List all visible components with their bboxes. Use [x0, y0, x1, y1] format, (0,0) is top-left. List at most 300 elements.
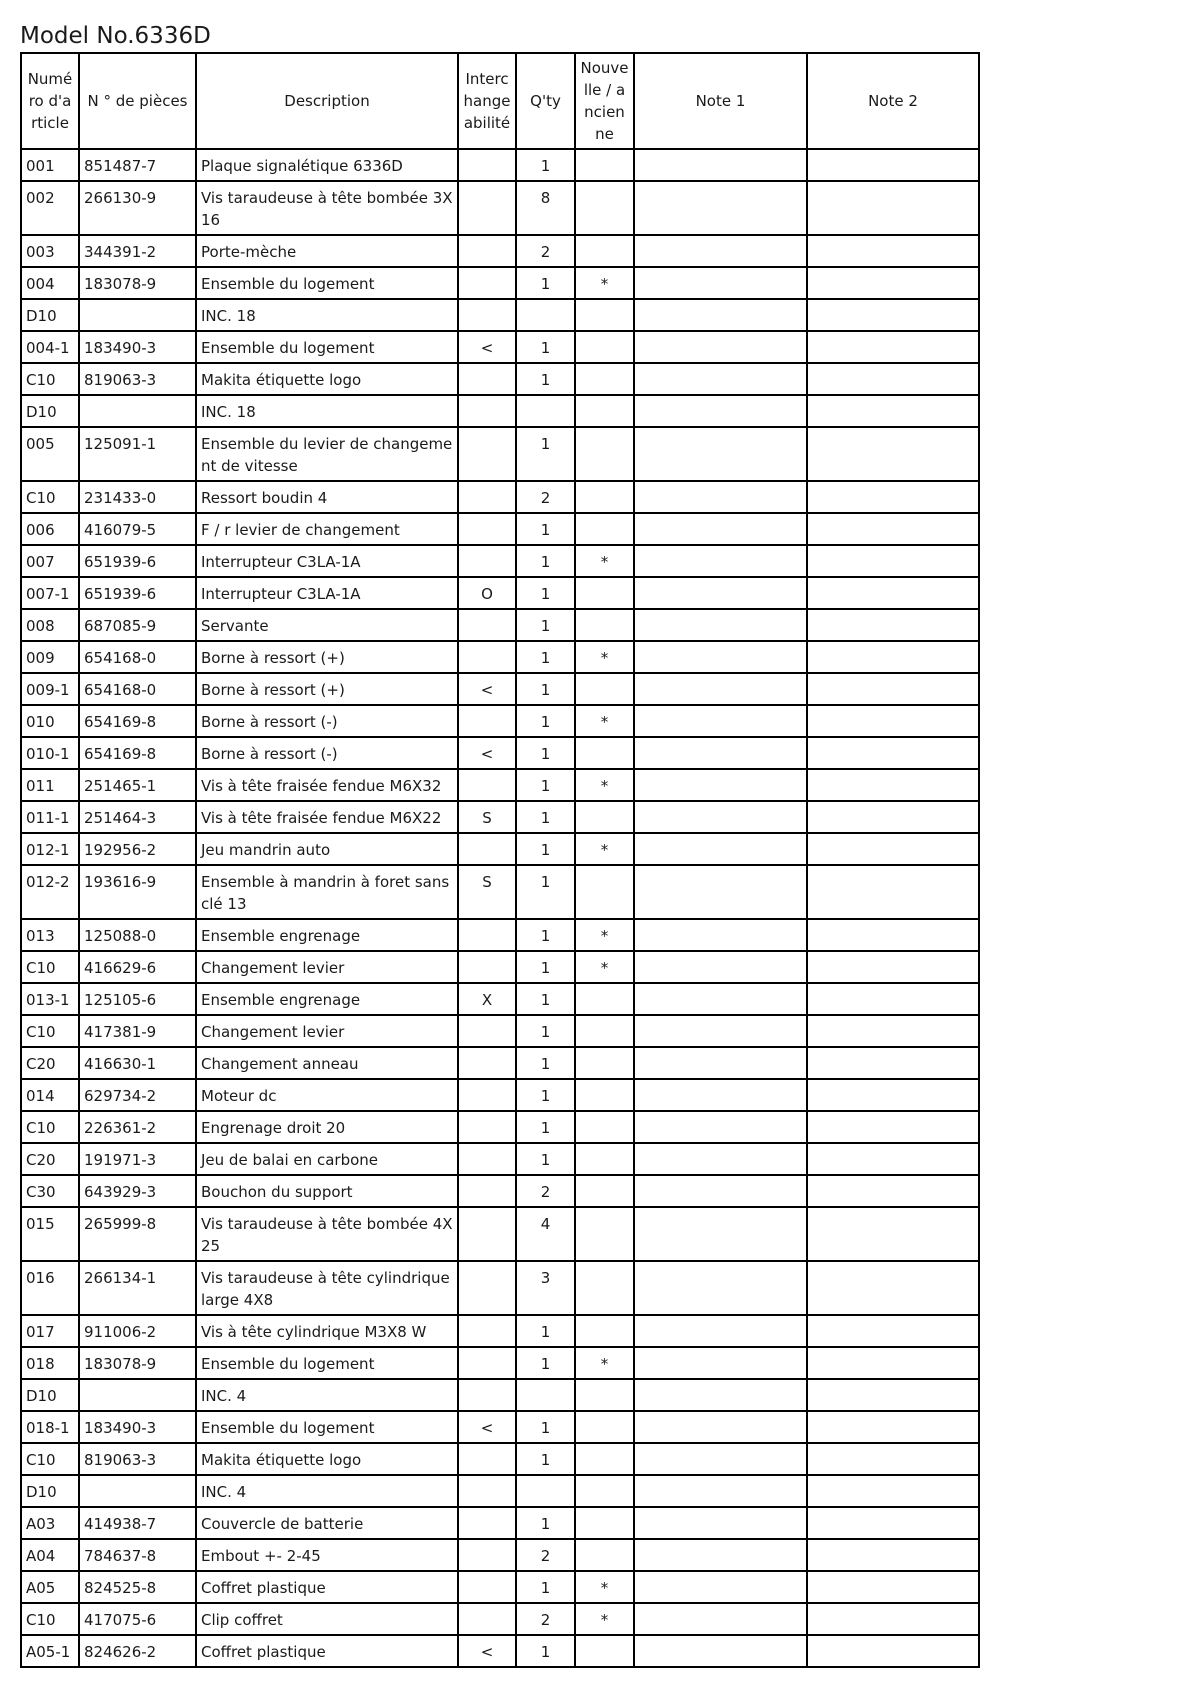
cell-item-number: D10	[21, 299, 79, 331]
cell-item-number: C10	[21, 1443, 79, 1475]
cell-part-number: 819063-3	[79, 363, 196, 395]
table-row	[21, 1111, 979, 1143]
cell-description: Ensemble du logement	[196, 267, 458, 299]
cell-note-2	[807, 833, 979, 865]
cell-part-number: 654168-0	[79, 673, 196, 705]
cell-quantity: 1	[516, 673, 575, 705]
cell-description: Changement levier	[196, 1015, 458, 1047]
cell-item-number: 014	[21, 1079, 79, 1111]
cell-new-old	[575, 1207, 634, 1261]
cell-item-number: 016	[21, 1261, 79, 1315]
cell-description: F / r levier de changement	[196, 513, 458, 545]
cell-item-number: A03	[21, 1507, 79, 1539]
cell-item-number: 001	[21, 149, 79, 181]
table-row	[21, 705, 979, 737]
cell-description: Makita étiquette logo	[196, 363, 458, 395]
cell-quantity: 1	[516, 1347, 575, 1379]
cell-description: Changement anneau	[196, 1047, 458, 1079]
cell-item-number: A05	[21, 1571, 79, 1603]
cell-note-1	[634, 427, 807, 481]
cell-interchangeability	[458, 1175, 516, 1207]
cell-part-number: 687085-9	[79, 609, 196, 641]
cell-interchangeability	[458, 545, 516, 577]
cell-note-1	[634, 1635, 807, 1667]
cell-note-2	[807, 609, 979, 641]
cell-note-1	[634, 1571, 807, 1603]
cell-part-number: 226361-2	[79, 1111, 196, 1143]
cell-part-number: 651939-6	[79, 545, 196, 577]
table-row	[21, 1015, 979, 1047]
cell-description: Ensemble du logement	[196, 1347, 458, 1379]
cell-part-number: 851487-7	[79, 149, 196, 181]
cell-note-2	[807, 427, 979, 481]
table-row	[21, 235, 979, 267]
table-row	[21, 267, 979, 299]
header-quantity: Q'ty	[516, 53, 575, 149]
cell-description: Ensemble engrenage	[196, 919, 458, 951]
cell-note-2	[807, 395, 979, 427]
cell-part-number: 819063-3	[79, 1443, 196, 1475]
cell-part-number: 265999-8	[79, 1207, 196, 1261]
cell-part-number: 654168-0	[79, 641, 196, 673]
cell-quantity: 1	[516, 1507, 575, 1539]
table-row	[21, 1411, 979, 1443]
cell-note-2	[807, 545, 979, 577]
cell-note-1	[634, 919, 807, 951]
cell-new-old	[575, 865, 634, 919]
cell-note-1	[634, 149, 807, 181]
cell-note-2	[807, 1475, 979, 1507]
cell-quantity: 1	[516, 1111, 575, 1143]
cell-quantity: 1	[516, 1315, 575, 1347]
cell-description: Makita étiquette logo	[196, 1443, 458, 1475]
cell-part-number: 417381-9	[79, 1015, 196, 1047]
table-row	[21, 299, 979, 331]
table-row	[21, 545, 979, 577]
cell-note-2	[807, 919, 979, 951]
cell-new-old	[575, 1411, 634, 1443]
cell-new-old	[575, 427, 634, 481]
cell-interchangeability	[458, 1315, 516, 1347]
cell-part-number	[79, 395, 196, 427]
cell-interchangeability: <	[458, 737, 516, 769]
cell-description: Interrupteur C3LA-1A	[196, 577, 458, 609]
cell-item-number: 012-1	[21, 833, 79, 865]
cell-quantity	[516, 1379, 575, 1411]
table-row	[21, 1347, 979, 1379]
cell-note-1	[634, 801, 807, 833]
cell-quantity	[516, 1475, 575, 1507]
cell-item-number: 009	[21, 641, 79, 673]
cell-interchangeability	[458, 395, 516, 427]
table-row	[21, 1443, 979, 1475]
cell-note-2	[807, 1507, 979, 1539]
cell-note-1	[634, 1443, 807, 1475]
cell-new-old	[575, 1015, 634, 1047]
cell-part-number: 183078-9	[79, 267, 196, 299]
cell-interchangeability	[458, 1261, 516, 1315]
cell-note-1	[634, 641, 807, 673]
cell-note-2	[807, 801, 979, 833]
table-row	[21, 513, 979, 545]
cell-part-number: 191971-3	[79, 1143, 196, 1175]
cell-item-number: 007-1	[21, 577, 79, 609]
cell-item-number: 012-2	[21, 865, 79, 919]
cell-new-old	[575, 395, 634, 427]
table-row	[21, 1539, 979, 1571]
cell-note-2	[807, 983, 979, 1015]
cell-item-number: A05-1	[21, 1635, 79, 1667]
cell-interchangeability: <	[458, 673, 516, 705]
cell-interchangeability	[458, 181, 516, 235]
cell-interchangeability: <	[458, 1411, 516, 1443]
cell-quantity: 2	[516, 1175, 575, 1207]
cell-part-number: 344391-2	[79, 235, 196, 267]
cell-quantity: 1	[516, 951, 575, 983]
cell-description: Servante	[196, 609, 458, 641]
cell-new-old: *	[575, 1603, 634, 1635]
cell-interchangeability	[458, 299, 516, 331]
cell-note-1	[634, 1411, 807, 1443]
cell-part-number	[79, 1379, 196, 1411]
cell-quantity: 1	[516, 705, 575, 737]
cell-quantity: 8	[516, 181, 575, 235]
table-row	[21, 181, 979, 235]
parts-table	[20, 52, 980, 1668]
cell-interchangeability: <	[458, 331, 516, 363]
cell-description: Borne à ressort (-)	[196, 705, 458, 737]
table-row	[21, 1571, 979, 1603]
cell-part-number: 784637-8	[79, 1539, 196, 1571]
cell-new-old: *	[575, 1571, 634, 1603]
cell-part-number	[79, 1475, 196, 1507]
cell-note-2	[807, 481, 979, 513]
cell-interchangeability	[458, 1507, 516, 1539]
cell-interchangeability	[458, 1571, 516, 1603]
cell-description: Coffret plastique	[196, 1571, 458, 1603]
cell-quantity: 1	[516, 363, 575, 395]
cell-note-1	[634, 299, 807, 331]
table-row	[21, 1207, 979, 1261]
cell-item-number: 015	[21, 1207, 79, 1261]
cell-item-number: C30	[21, 1175, 79, 1207]
table-row	[21, 395, 979, 427]
cell-interchangeability	[458, 513, 516, 545]
cell-note-2	[807, 1379, 979, 1411]
cell-quantity	[516, 299, 575, 331]
cell-part-number: 231433-0	[79, 481, 196, 513]
cell-description: Borne à ressort (-)	[196, 737, 458, 769]
cell-new-old	[575, 331, 634, 363]
cell-note-1	[634, 951, 807, 983]
cell-part-number: 251464-3	[79, 801, 196, 833]
cell-note-2	[807, 737, 979, 769]
cell-new-old	[575, 1315, 634, 1347]
cell-item-number: 011-1	[21, 801, 79, 833]
cell-note-2	[807, 1411, 979, 1443]
cell-description: Plaque signalétique 6336D	[196, 149, 458, 181]
cell-description: Jeu de balai en carbone	[196, 1143, 458, 1175]
cell-description: Ensemble du logement	[196, 1411, 458, 1443]
cell-quantity: 1	[516, 865, 575, 919]
cell-new-old	[575, 1539, 634, 1571]
cell-note-1	[634, 833, 807, 865]
cell-description: Vis taraudeuse à tête cylindrique large 4X8	[196, 1261, 458, 1315]
table-row	[21, 737, 979, 769]
table-header-row	[21, 53, 979, 149]
cell-new-old	[575, 1261, 634, 1315]
cell-quantity: 1	[516, 1047, 575, 1079]
cell-item-number: 002	[21, 181, 79, 235]
cell-interchangeability	[458, 833, 516, 865]
cell-note-2	[807, 331, 979, 363]
cell-interchangeability: O	[458, 577, 516, 609]
table-row	[21, 1261, 979, 1315]
cell-item-number: 011	[21, 769, 79, 801]
cell-new-old	[575, 577, 634, 609]
cell-quantity: 4	[516, 1207, 575, 1261]
cell-description: Embout +- 2-45	[196, 1539, 458, 1571]
cell-part-number: 266134-1	[79, 1261, 196, 1315]
table-row	[21, 1315, 979, 1347]
table-row	[21, 331, 979, 363]
cell-part-number: 651939-6	[79, 577, 196, 609]
cell-note-1	[634, 1315, 807, 1347]
cell-item-number: A04	[21, 1539, 79, 1571]
cell-note-2	[807, 1047, 979, 1079]
cell-description: Bouchon du support	[196, 1175, 458, 1207]
cell-description: Ressort boudin 4	[196, 481, 458, 513]
cell-new-old	[575, 1111, 634, 1143]
cell-note-2	[807, 1175, 979, 1207]
table-row	[21, 769, 979, 801]
table-row	[21, 801, 979, 833]
cell-quantity: 2	[516, 235, 575, 267]
cell-note-1	[634, 705, 807, 737]
cell-note-2	[807, 1347, 979, 1379]
cell-note-2	[807, 951, 979, 983]
cell-interchangeability: S	[458, 801, 516, 833]
cell-quantity: 1	[516, 833, 575, 865]
cell-part-number: 629734-2	[79, 1079, 196, 1111]
cell-description: Vis à tête cylindrique M3X8 W	[196, 1315, 458, 1347]
cell-interchangeability	[458, 1443, 516, 1475]
cell-note-1	[634, 577, 807, 609]
cell-interchangeability	[458, 1207, 516, 1261]
cell-note-1	[634, 865, 807, 919]
cell-note-2	[807, 235, 979, 267]
cell-quantity: 1	[516, 1411, 575, 1443]
cell-item-number: C10	[21, 951, 79, 983]
cell-new-old	[575, 181, 634, 235]
cell-quantity: 1	[516, 1571, 575, 1603]
cell-new-old	[575, 609, 634, 641]
cell-new-old	[575, 149, 634, 181]
table-row	[21, 1603, 979, 1635]
cell-note-2	[807, 1207, 979, 1261]
cell-description: Couvercle de batterie	[196, 1507, 458, 1539]
table-row	[21, 609, 979, 641]
cell-note-1	[634, 1507, 807, 1539]
cell-note-1	[634, 1175, 807, 1207]
cell-new-old	[575, 673, 634, 705]
cell-item-number: 007	[21, 545, 79, 577]
cell-item-number: 013-1	[21, 983, 79, 1015]
cell-item-number: 004	[21, 267, 79, 299]
table-row	[21, 833, 979, 865]
cell-note-1	[634, 1261, 807, 1315]
cell-quantity: 1	[516, 577, 575, 609]
cell-description: Porte-mèche	[196, 235, 458, 267]
cell-new-old	[575, 481, 634, 513]
cell-item-number: 018	[21, 1347, 79, 1379]
cell-quantity: 1	[516, 641, 575, 673]
cell-item-number: D10	[21, 395, 79, 427]
cell-note-1	[634, 1379, 807, 1411]
cell-description: Vis taraudeuse à tête bombée 4X25	[196, 1207, 458, 1261]
cell-description: Changement levier	[196, 951, 458, 983]
cell-note-1	[634, 1347, 807, 1379]
cell-part-number: 183078-9	[79, 1347, 196, 1379]
table-row	[21, 363, 979, 395]
cell-item-number: 006	[21, 513, 79, 545]
cell-quantity: 1	[516, 427, 575, 481]
cell-note-1	[634, 363, 807, 395]
cell-new-old: *	[575, 705, 634, 737]
cell-item-number: 017	[21, 1315, 79, 1347]
cell-note-2	[807, 149, 979, 181]
cell-description: INC. 4	[196, 1379, 458, 1411]
cell-item-number: C10	[21, 1015, 79, 1047]
cell-interchangeability: <	[458, 1635, 516, 1667]
cell-new-old	[575, 1047, 634, 1079]
cell-part-number: 654169-8	[79, 705, 196, 737]
table-row	[21, 481, 979, 513]
cell-part-number: 416630-1	[79, 1047, 196, 1079]
cell-note-1	[634, 481, 807, 513]
cell-description: Borne à ressort (+)	[196, 641, 458, 673]
table-row	[21, 1079, 979, 1111]
cell-item-number: 008	[21, 609, 79, 641]
cell-note-1	[634, 1475, 807, 1507]
cell-quantity: 1	[516, 1635, 575, 1667]
cell-new-old	[575, 737, 634, 769]
cell-note-1	[634, 1603, 807, 1635]
table-row	[21, 1379, 979, 1411]
cell-note-2	[807, 577, 979, 609]
cell-note-2	[807, 1015, 979, 1047]
cell-interchangeability	[458, 1347, 516, 1379]
cell-new-old: *	[575, 769, 634, 801]
cell-new-old	[575, 1443, 634, 1475]
cell-description: INC. 18	[196, 299, 458, 331]
cell-item-number: C10	[21, 481, 79, 513]
cell-note-2	[807, 1571, 979, 1603]
table-row	[21, 1047, 979, 1079]
cell-quantity: 1	[516, 513, 575, 545]
cell-part-number: 824525-8	[79, 1571, 196, 1603]
cell-quantity: 1	[516, 609, 575, 641]
cell-quantity: 1	[516, 919, 575, 951]
cell-new-old	[575, 513, 634, 545]
cell-new-old	[575, 1507, 634, 1539]
cell-interchangeability: X	[458, 983, 516, 1015]
table-row	[21, 1635, 979, 1667]
cell-note-2	[807, 641, 979, 673]
table-row	[21, 951, 979, 983]
table-row	[21, 1143, 979, 1175]
cell-interchangeability: S	[458, 865, 516, 919]
cell-new-old	[575, 1635, 634, 1667]
cell-new-old: *	[575, 641, 634, 673]
cell-interchangeability	[458, 1539, 516, 1571]
cell-interchangeability	[458, 481, 516, 513]
cell-interchangeability	[458, 363, 516, 395]
cell-note-2	[807, 1111, 979, 1143]
cell-part-number: 417075-6	[79, 1603, 196, 1635]
cell-interchangeability	[458, 1015, 516, 1047]
cell-interchangeability	[458, 641, 516, 673]
cell-quantity: 1	[516, 149, 575, 181]
cell-item-number: D10	[21, 1379, 79, 1411]
cell-note-2	[807, 865, 979, 919]
cell-part-number: 251465-1	[79, 769, 196, 801]
cell-note-1	[634, 513, 807, 545]
cell-part-number: 125091-1	[79, 427, 196, 481]
table-row	[21, 1475, 979, 1507]
cell-note-1	[634, 181, 807, 235]
cell-item-number: C10	[21, 363, 79, 395]
cell-part-number: 416079-5	[79, 513, 196, 545]
cell-item-number: 010-1	[21, 737, 79, 769]
cell-quantity: 1	[516, 1079, 575, 1111]
cell-part-number: 643929-3	[79, 1175, 196, 1207]
cell-quantity: 1	[516, 1143, 575, 1175]
cell-part-number: 824626-2	[79, 1635, 196, 1667]
cell-note-1	[634, 1111, 807, 1143]
cell-part-number: 183490-3	[79, 1411, 196, 1443]
table-row	[21, 1175, 979, 1207]
cell-quantity: 1	[516, 545, 575, 577]
cell-part-number: 183490-3	[79, 331, 196, 363]
cell-quantity: 2	[516, 1603, 575, 1635]
cell-quantity	[516, 395, 575, 427]
cell-new-old	[575, 363, 634, 395]
cell-new-old	[575, 1475, 634, 1507]
header-description: Description	[196, 53, 458, 149]
cell-item-number: 009-1	[21, 673, 79, 705]
cell-part-number: 125088-0	[79, 919, 196, 951]
cell-interchangeability	[458, 609, 516, 641]
cell-quantity: 1	[516, 737, 575, 769]
cell-quantity: 1	[516, 769, 575, 801]
cell-note-1	[634, 331, 807, 363]
cell-new-old	[575, 299, 634, 331]
table-row	[21, 149, 979, 181]
cell-description: Clip coffret	[196, 1603, 458, 1635]
cell-item-number: 003	[21, 235, 79, 267]
cell-interchangeability	[458, 769, 516, 801]
cell-quantity: 1	[516, 1443, 575, 1475]
cell-quantity: 2	[516, 481, 575, 513]
header-item-number: Numéro d'article	[21, 53, 79, 149]
cell-note-1	[634, 1015, 807, 1047]
cell-description: INC. 18	[196, 395, 458, 427]
cell-new-old: *	[575, 951, 634, 983]
header-part-number: N ° de pièces	[79, 53, 196, 149]
cell-interchangeability	[458, 1079, 516, 1111]
cell-description: INC. 4	[196, 1475, 458, 1507]
